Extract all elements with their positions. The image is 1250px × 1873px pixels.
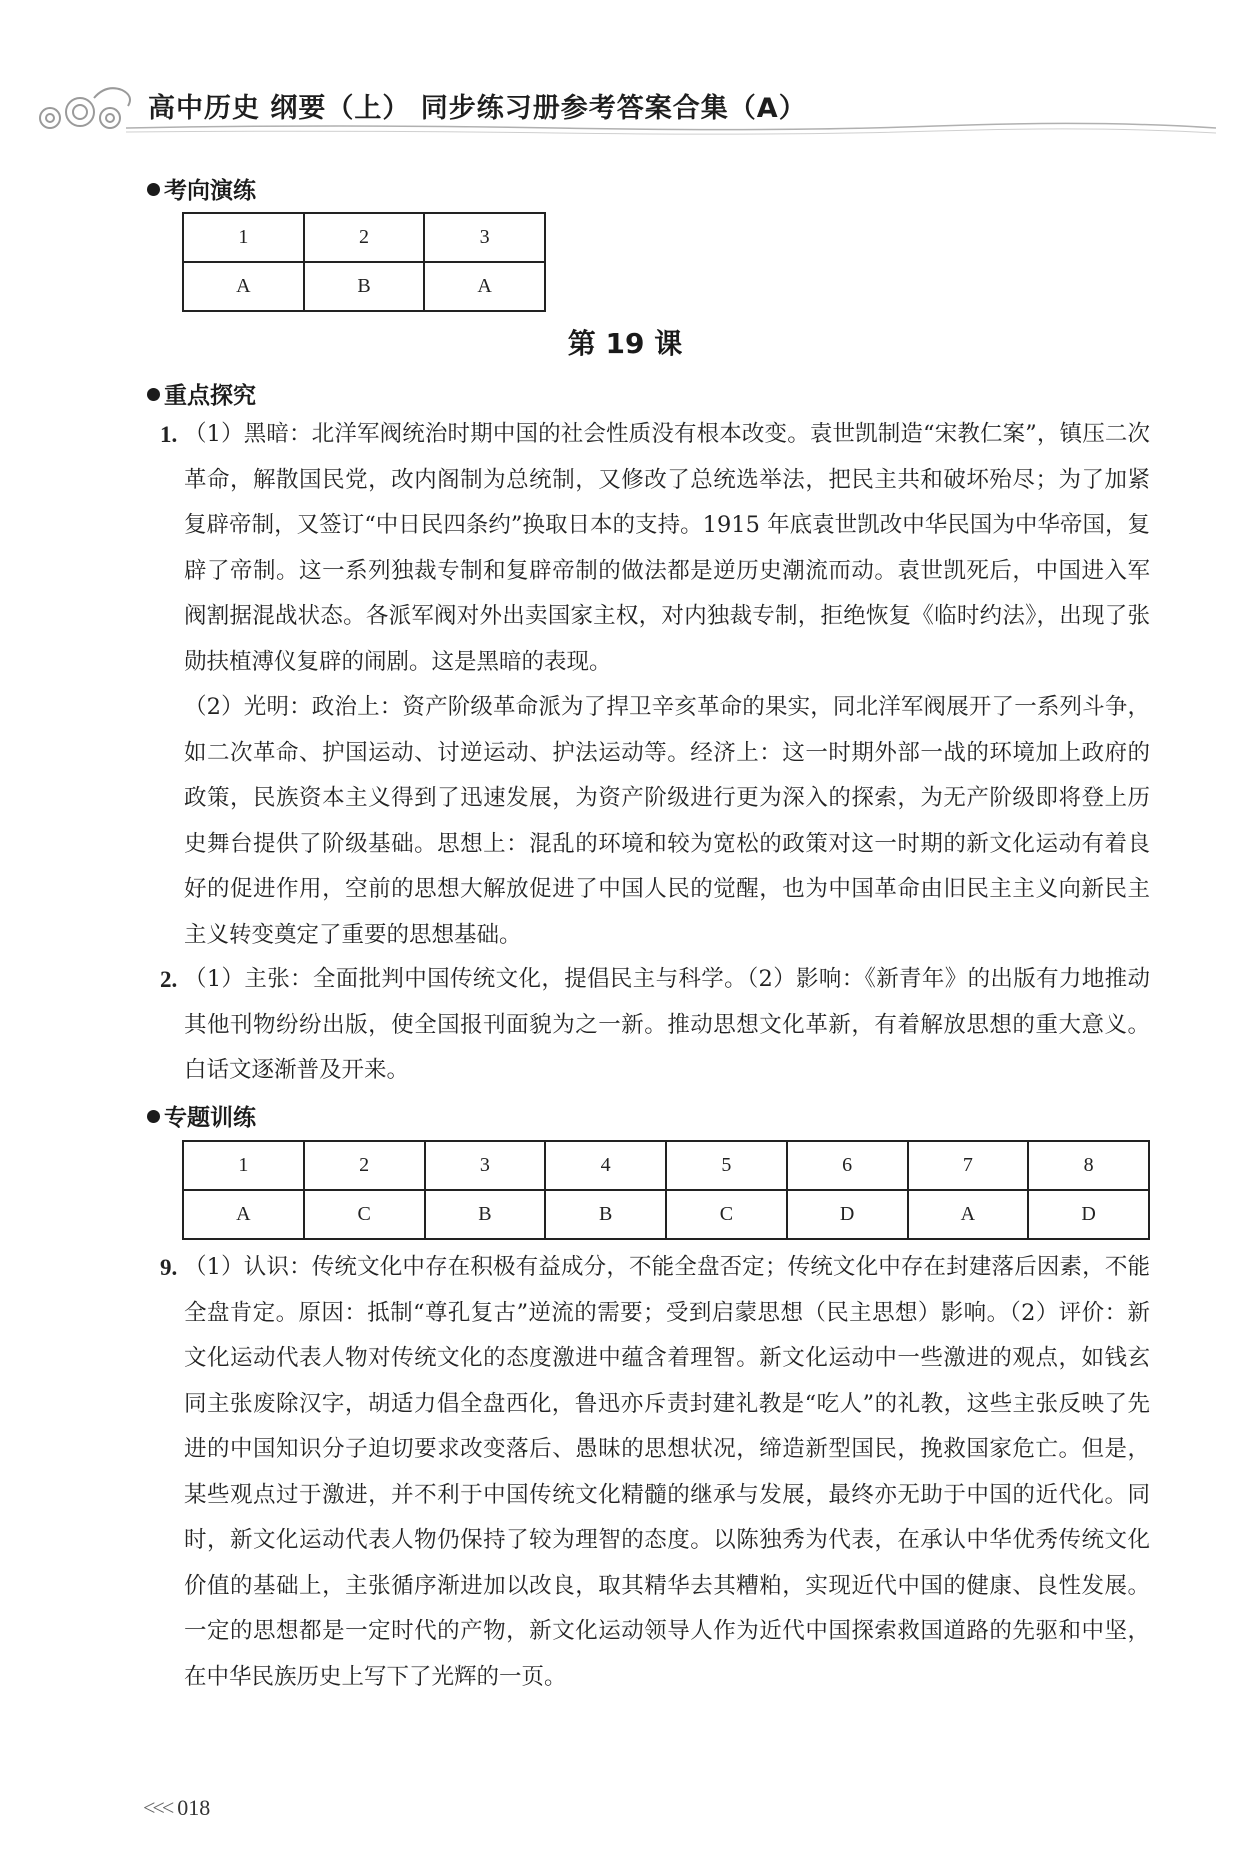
table-cell: A (183, 262, 304, 311)
section-heading-text: 考向演练 (164, 178, 256, 204)
table-row-numbers (183, 213, 545, 262)
question-number: 9. (160, 1255, 178, 1280)
page-number (143, 1795, 210, 1821)
table-cell: 1 (183, 1141, 304, 1190)
table-cell: D (1028, 1190, 1149, 1239)
table-cell: B (425, 1190, 546, 1239)
section-heading-zhuanti (147, 1099, 256, 1132)
table-row-answers (183, 262, 545, 311)
table-cell: 8 (1028, 1141, 1149, 1190)
question-1-part-1: （1）黑暗：北洋军阀统治时期中国的社会性质没有根本改变。袁世凯制造“宋教仁案”，镇压二次革命，解散国民党，改内阁制为总统制，又修改了总统选举法，把民主共和破坏殆尽；为了加紧复辟帝制，又签订“中日民四条约”换取日本的支持。1915 年底袁世凯改中华民国为中华帝国，复辟了帝制。这一系列独裁专制和复辟帝制的做法都是逆历史潮流而动。袁世凯死后，中国进入军阀割据混战状态。各派军阀对外出卖国家主权，对内独裁专制，拒绝恢复《临时约法》，出现了张勋扶植溥仪复辟的闹剧。这是黑暗的表现。 (184, 421, 1150, 675)
bullet-dot-icon (147, 183, 160, 196)
table-cell: 7 (908, 1141, 1029, 1190)
table-cell: 3 (425, 1141, 546, 1190)
table-cell: A (183, 1190, 304, 1239)
table-cell: C (304, 1190, 425, 1239)
table-row-answers (183, 1190, 1149, 1239)
page-header (36, 78, 1216, 138)
section-heading-zhongdian (147, 377, 256, 410)
answer-table-zhuanti (182, 1140, 1150, 1240)
table-cell: 3 (424, 213, 545, 262)
answer-table-kaoxiang (182, 212, 546, 312)
page-number-text: 018 (177, 1795, 211, 1820)
table-cell: B (304, 262, 425, 311)
table-cell: 2 (304, 1141, 425, 1190)
section-heading-kaoxiang (147, 172, 256, 205)
table-cell: 2 (304, 213, 425, 262)
table-cell: 4 (545, 1141, 666, 1190)
table-cell: 6 (787, 1141, 908, 1190)
question-1 (160, 412, 1150, 958)
question-2 (160, 957, 1150, 1094)
table-cell: 5 (666, 1141, 787, 1190)
table-cell: A (424, 262, 545, 311)
bullet-dot-icon (147, 388, 160, 401)
table-row-numbers (183, 1141, 1149, 1190)
table-cell: A (908, 1190, 1029, 1239)
table-cell: C (666, 1190, 787, 1239)
left-chevrons-icon: <<< (143, 1795, 172, 1820)
section-heading-text: 重点探究 (164, 383, 256, 409)
question-9-text: （1）认识：传统文化中存在积极有益成分，不能全盘否定；传统文化中存在封建落后因素，不能全盘肯定。原因：抵制“尊孔复古”逆流的需要；受到启蒙思想（民主思想）影响。（2）评价：新文化运动代表人物对传统文化的态度激进中蕴含着理智。新文化运动中一些激进的观点，如钱玄同主张废除汉字，胡适力倡全盘西化，鲁迅亦斥责封建礼教是“吃人”的礼教，这些主张反映了先进的中国知识分子迫切要求改变落后、愚昧的思想状况，缔造新型国民，挽救国家危亡。但是，某些观点过于激进，并不利于中国传统文化精髓的继承与发展，最终亦无助于中国的近代化。同时，新文化运动代表人物仍保持了较为理智的态度。以陈独秀为代表，在承认中华优秀传统文化价值的基础上，主张循序渐进加以改良，取其精华去其糟粕，实现近代中国的健康、良性发展。一定的思想都是一定时代的产物，新文化运动领导人作为近代中国探索救国道路的先驱和中坚，在中华民族历史上写下了光辉的一页。 (184, 1254, 1150, 1690)
table-cell: B (545, 1190, 666, 1239)
section-heading-text: 专题训练 (164, 1105, 256, 1131)
header-title: 高中历史 纲要（上） 同步练习册参考答案合集（A） (148, 93, 807, 124)
question-2-text: （1）主张：全面批判中国传统文化，提倡民主与科学。（2）影响：《新青年》的出版有力地推动其他刊物纷纷出版，使全国报刊面貌为之一新。推动思想文化革新，有着解放思想的重大意义。白话文逐渐普及开来。 (184, 966, 1150, 1083)
question-1-part-2: （2）光明：政治上：资产阶级革命派为了捍卫辛亥革命的果实，同北洋军阀展开了一系列斗争，如二次革命、护国运动、讨逆运动、护法运动等。经济上：这一时期外部一战的环境加上政府的政策，民族资本主义得到了迅速发展，为资产阶级进行更为深入的探索，为无产阶级即将登上历史舞台提供了阶级基础。思想上：混乱的环境和较为宽松的政策对这一时期的新文化运动有着良好的促进作用，空前的思想大解放促进了中国人民的觉醒，也为中国革命由旧民主主义向新民主主义转变奠定了重要的思想基础。 (184, 694, 1150, 948)
bullet-dot-icon (147, 1110, 160, 1123)
table-cell: 1 (183, 213, 304, 262)
table-cell: D (787, 1190, 908, 1239)
question-number: 1. (160, 422, 178, 447)
question-9 (160, 1245, 1150, 1700)
lesson-title: 第 19 课 (567, 327, 683, 360)
question-number: 2. (160, 967, 178, 992)
